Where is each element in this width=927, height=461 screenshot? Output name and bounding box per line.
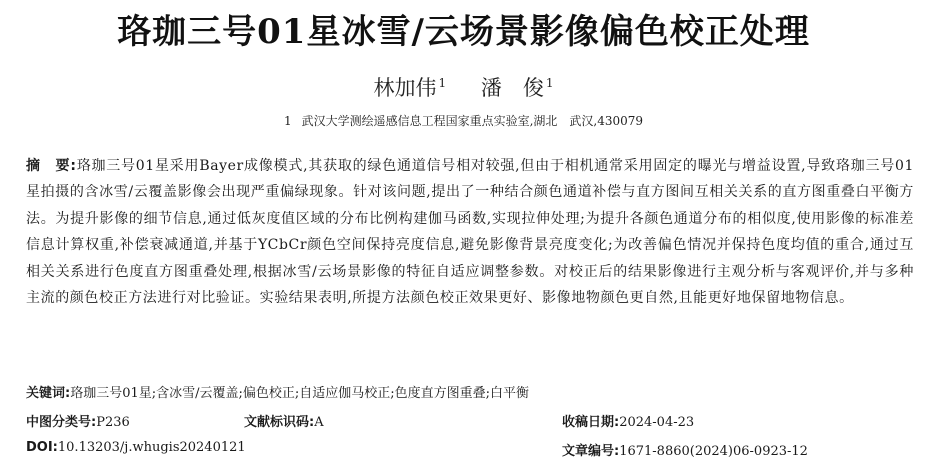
abstract: [26, 153, 914, 311]
keywords-label: 关键词:: [26, 386, 71, 401]
clc-value: P236: [96, 415, 130, 430]
author-list: [0, 72, 927, 102]
clc-label: 中图分类号:: [26, 415, 97, 430]
author-affiliation-mark: 1: [545, 76, 554, 90]
article-number: [562, 440, 808, 459]
received-date: [562, 411, 694, 430]
document-code: [244, 411, 324, 430]
article-number-label: 文章编号:: [562, 444, 620, 459]
affiliation: [0, 112, 927, 129]
document-code-value: A: [314, 415, 324, 430]
received-value: 2024-04-23: [619, 415, 695, 430]
doi-value: 10.13203/j.whugis20240121: [57, 440, 246, 455]
paper-title: 珞珈三号01星冰雪/云场景影像偏色校正处理: [117, 12, 810, 52]
article-number-value: 1671-8860(2024)06-0923-12: [619, 444, 808, 459]
document-code-label: 文献标识码:: [244, 415, 315, 430]
affiliation-text: 武汉大学测绘遥感信息工程国家重点实验室,湖北 武汉,430079: [301, 114, 644, 128]
author-name: 潘 俊: [480, 76, 544, 100]
doi: [26, 440, 246, 455]
keywords: [26, 382, 914, 401]
doi-label: DOI:: [26, 440, 58, 455]
affiliation-mark: 1: [283, 114, 292, 128]
author-affiliation-mark: 1: [438, 76, 447, 90]
clc-number: [26, 411, 130, 430]
abstract-text: 珞珈三号01星采用Bayer成像模式,其获取的绿色通道信号相对较强,但由于相机通常采用固定的曝光与增益设置,导致珞珈三号01星拍摄的含冰雪/云覆盖影像会出现严重偏绿现象。针对该问题,提出了一种结合颜色通道补偿与直方图间互相关关系的直方图重叠白平衡方法。为提升影像的细节信息,通过低灰度值区域的分布比例构建伽马函数,实现拉伸处理;为提升各颜色通道分布的相似度,使用影像的标准差信息计算权重,补偿衰减通道,并基于YCbCr颜色空间保持亮度信息,避免影像背景亮度变化;为改善偏色情况并保持色度均值的重合,通过互相关关系进行色度直方图重叠处理,根据冰雪/云场景影像的特征自适应调整参数。对校正后的结果影像进行主观分析与客观评价,并与多种主流的颜色校正方法进行对比验证。实验结果表明,所提方法颜色校正效果更好、影像地物颜色更自然,且能更好地保留地物信息。: [26, 158, 915, 307]
received-label: 收稿日期:: [562, 415, 620, 430]
abstract-label: 摘 要:: [26, 158, 77, 174]
author: [481, 72, 554, 102]
author: [374, 72, 447, 102]
keywords-text: 珞珈三号01星;含冰雪/云覆盖;偏色校正;自适应伽马校正;色度直方图重叠;白平衡: [70, 386, 530, 401]
author-name: 林加伟: [373, 76, 437, 100]
